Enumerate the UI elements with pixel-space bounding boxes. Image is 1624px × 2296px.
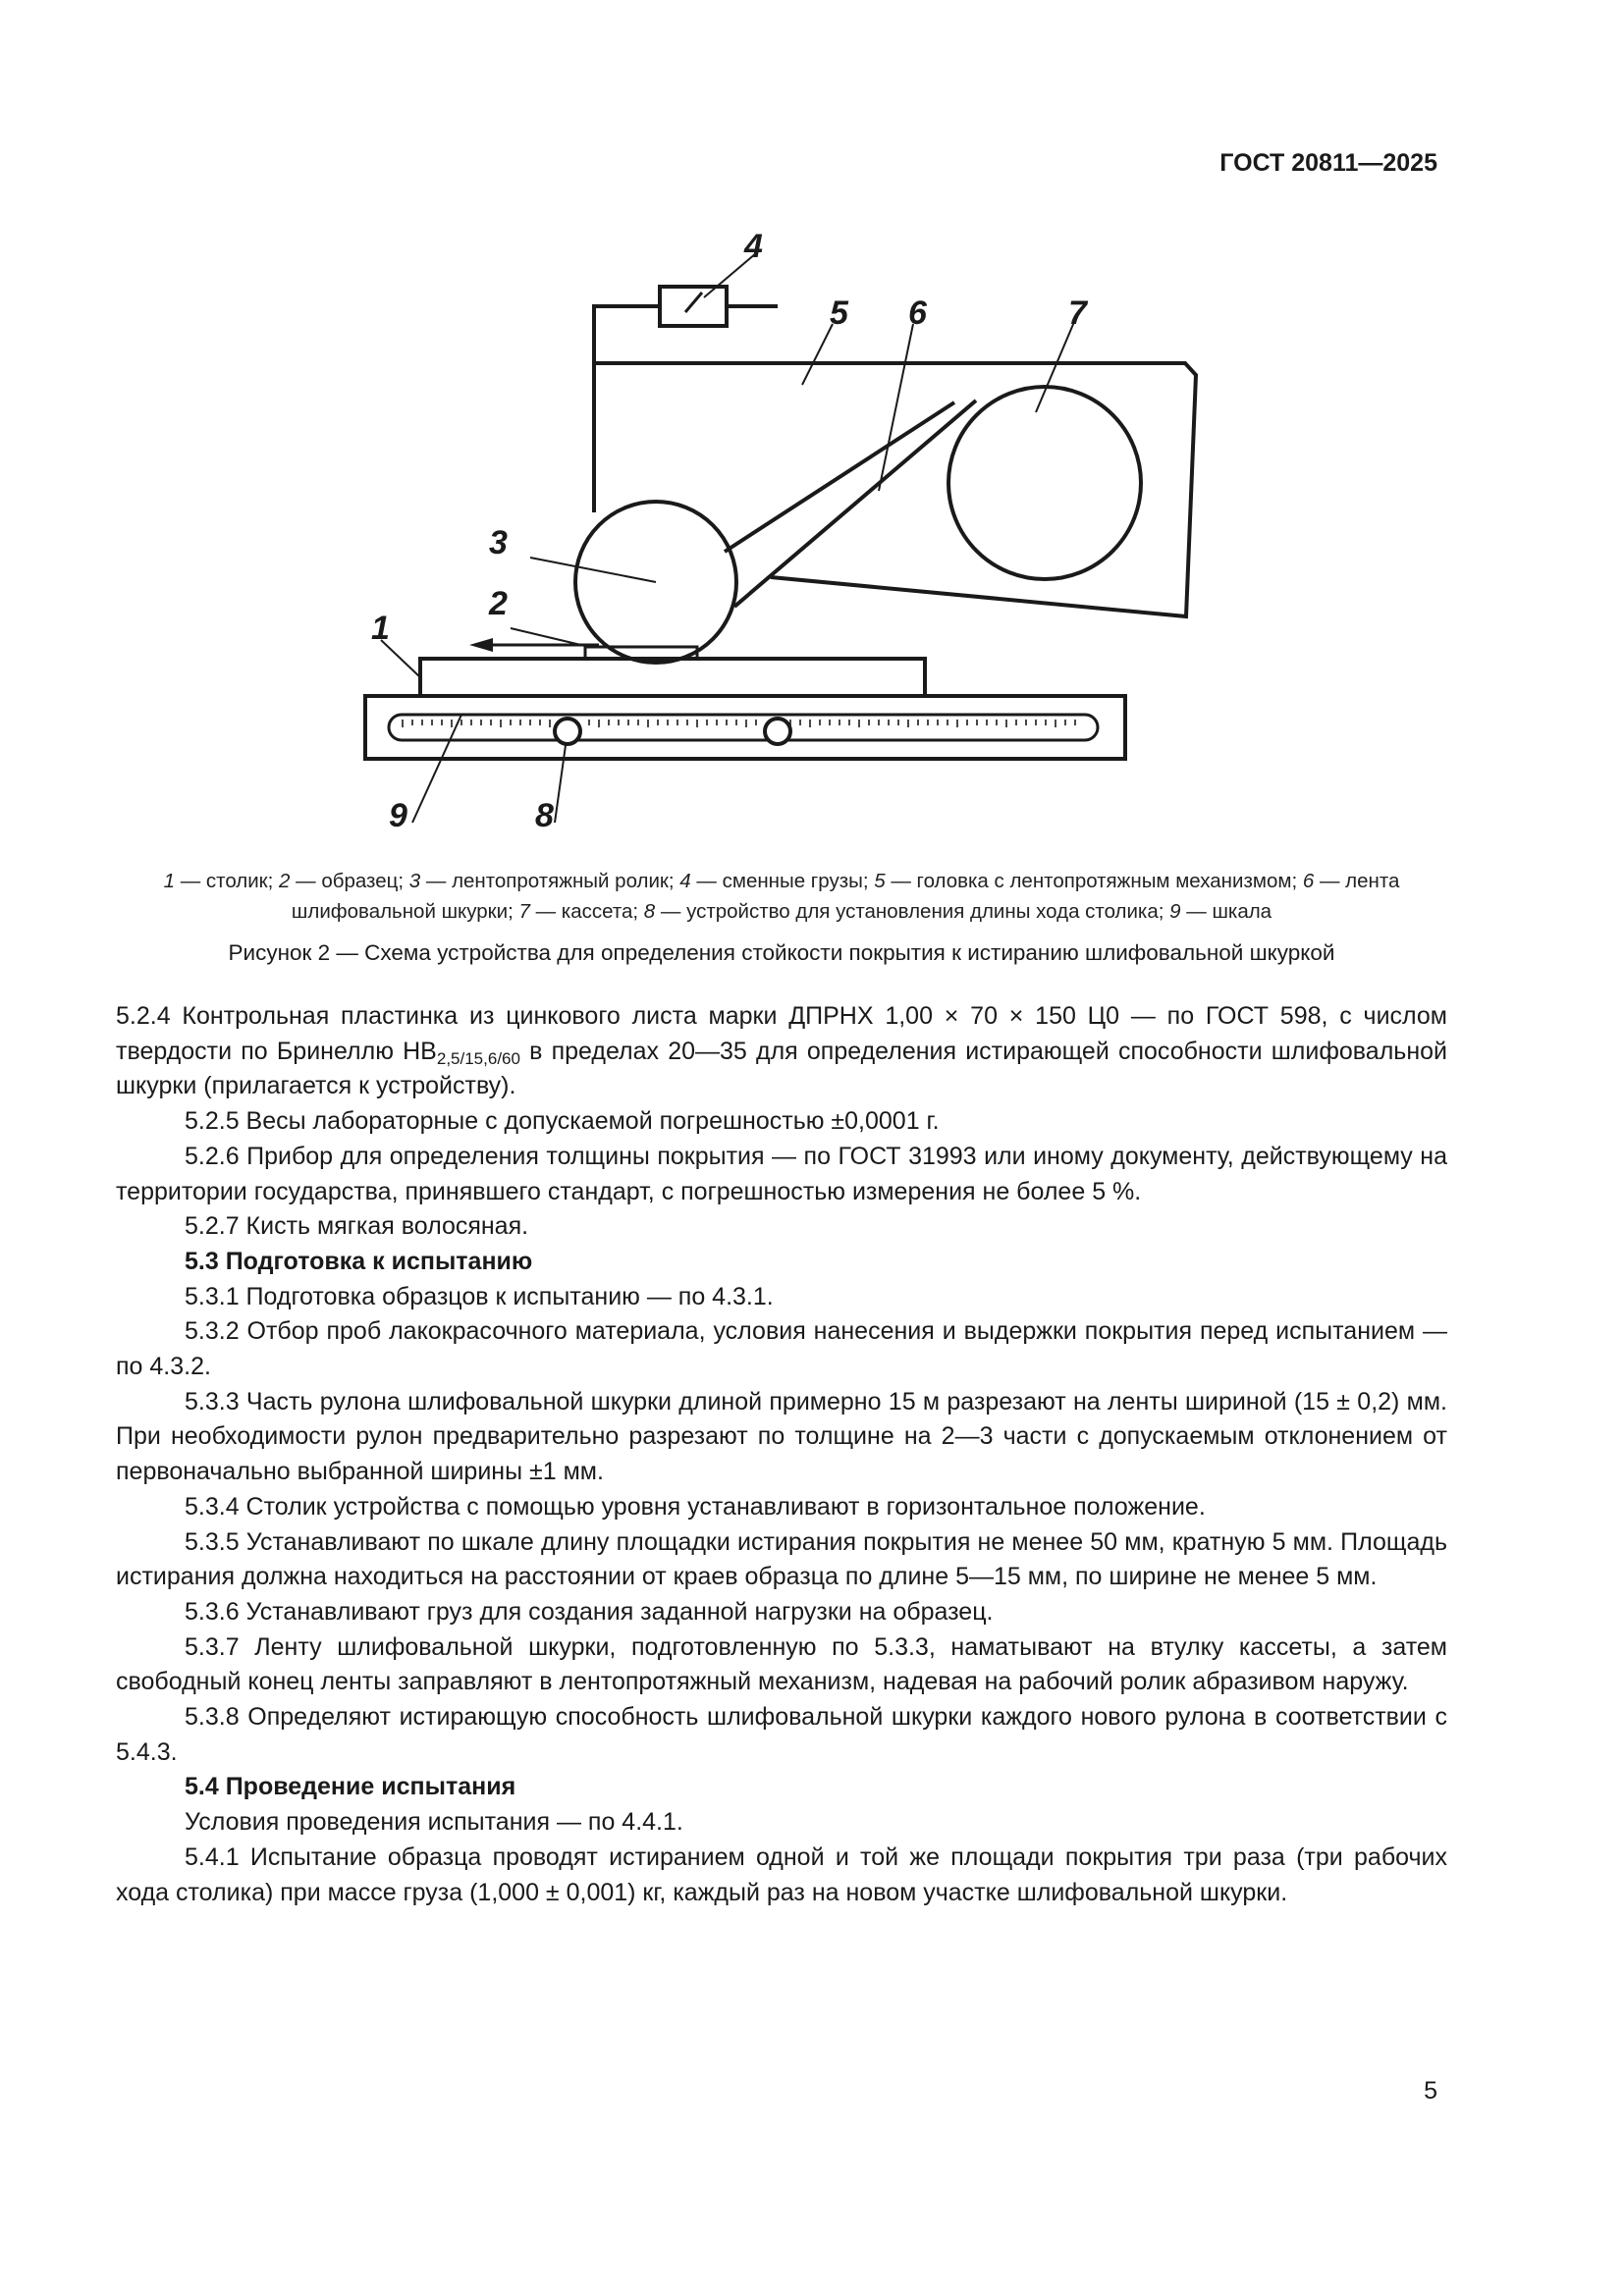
figure-caption: Рисунок 2 — Схема устройства для определения стойкости покрытия к истиранию шлифовальной шкуркой [228,940,1335,965]
tape-upper [725,402,954,552]
legend-num-2: 2 [279,870,291,892]
stop-device-left [555,719,580,744]
para-5-2-7: 5.2.7 Кисть мягкая волосяная. [185,1212,529,1241]
para-5-3-4: 5.3.4 Столик устройства с помощью уровня устанавливают в горизонтальное положение. [185,1492,1206,1521]
legend-text-7: — кассета; [529,900,644,923]
legend-num-6: 6 [1302,870,1315,892]
label-9: 9 [389,797,407,834]
abrasion-device-schematic [353,228,1218,856]
direction-arrow-head [469,638,493,652]
para-5-2-4: 5.2.4 Контрольная пластинка из цинкового листа марки ДПРНХ 1,00 × 70 × 150 Ц0 — по ГОСТ 598, с числом твердости по Бринеллю $НВ_{2,5/15,6/60}$ в пределах 20—35 для определения истирающей способности шлифовальной шкурки (прилагается к устройству). [116,1002,1447,1100]
document-id: ГОСТ 20811—2025 [1219,149,1437,177]
figure-2-diagram [353,228,1218,861]
legend-text-6: — лента шлифовальной шкурки; [291,870,1400,923]
heading-5-3: 5.3 Подготовка к испытанию [185,1247,533,1275]
legend-text-3: — лентопротяжный ролик; [420,870,680,892]
legend-num-5: 5 [874,870,886,892]
legend-text-2: — образец; [290,870,409,892]
weight-arrow [685,293,702,312]
para-5-3-6: 5.3.6 Устанавливают груз для создания заданной нагрузки на образец. [185,1597,994,1626]
weight-wire [594,306,660,314]
label-1: 1 [371,610,390,647]
legend-text-9: — шкала [1180,900,1272,923]
label-5: 5 [830,294,848,332]
figure-legend [116,866,1447,927]
para-5-3-5: 5.3.5 Устанавливают по шкале длину площадки истирания покрытия не менее 50 мм, кратную 5 мм. Площадь истирания должна находиться на расстоянии от краев образца по длине 5—15 мм, по ширине не менее 5 мм. [116,1527,1447,1591]
legend-text-4: — сменные грузы; [690,870,875,892]
cassette [948,387,1141,579]
para-5-3-3: 5.3.3 Часть рулона шлифовальной шкурки длиной примерно 15 м разрезают на ленты шириной (15 ± 0,2) мм. При необходимости рулон предварительно разрезают по толщине на 2—3 части с допускаемым отклонением от первоначально выбранной ширины ±1 мм. [116,1387,1447,1486]
legend-num-4: 4 [679,870,691,892]
slot [389,715,1098,740]
page-number: 5 [1424,2077,1437,2105]
legend-num-9: 9 [1169,900,1181,923]
table [420,659,925,696]
legend-text-8: — устройство для установления длины хода столика; [655,900,1170,923]
scale-ticks [403,720,1075,727]
legend-text-1: — столик; [175,870,280,892]
label-3: 3 [489,524,508,561]
label-7: 7 [1068,294,1087,332]
para-5-3-8: 5.3.8 Определяют истирающую способность шлифовальной шкурки каждого нового рулона в соответствии с 5.4.3. [116,1703,1447,1766]
legend-num-1: 1 [163,870,176,892]
legend-num-7: 7 [518,900,530,923]
para-5-4-intro: Условия проведения испытания — по 4.4.1. [185,1808,683,1837]
heading-5-4: 5.4 Проведение испытания [185,1773,516,1801]
label-8: 8 [535,797,554,834]
stop-device-right [765,719,790,744]
label-2: 2 [489,585,508,622]
para-5-2-6: 5.2.6 Прибор для определения толщины покрытия — по ГОСТ 31993 или иному документу, действующему на территории государства, принявшего стандарт, с погрешностью измерения не более 5 %. [116,1142,1447,1205]
para-5-4-1: 5.4.1 Испытание образца проводят истиранием одной и той же площади покрытия три раза (три рабочих хода столика) при массе груза (1,000 ± 0,001) кг, каждый раз на новом участке шлифовальной шкурки. [116,1842,1447,1906]
para-5-2-5: 5.2.5 Весы лабораторные с допускаемой погрешностью ±0,0001 г. [185,1107,940,1136]
legend-text-5: — головка с лентопротяжным механизмом; [885,870,1303,892]
base-bar [365,696,1125,759]
legend-num-3: 3 [408,870,421,892]
legend-num-8: 8 [643,900,656,923]
para-5-3-7: 5.3.7 Ленту шлифовальной шкурки, подготовленную по 5.3.3, наматывают на втулку кассеты, а затем свободный конец ленты заправляют в лентопротяжный механизм, надевая на рабочий ролик абразивом наружу. [116,1632,1447,1696]
tape-lower [734,400,976,607]
para-5-3-2: 5.3.2 Отбор проб лакокрасочного материала, условия нанесения и выдержки покрытия перед испытанием — по 4.3.2. [116,1317,1447,1381]
weight-box [660,287,727,326]
label-4: 4 [744,228,763,265]
head-housing [594,363,1196,616]
para-5-3-1: 5.3.1 Подготовка образцов к испытанию — по 4.3.1. [185,1282,774,1310]
label-6: 6 [908,294,927,332]
body-text [116,999,1447,1910]
